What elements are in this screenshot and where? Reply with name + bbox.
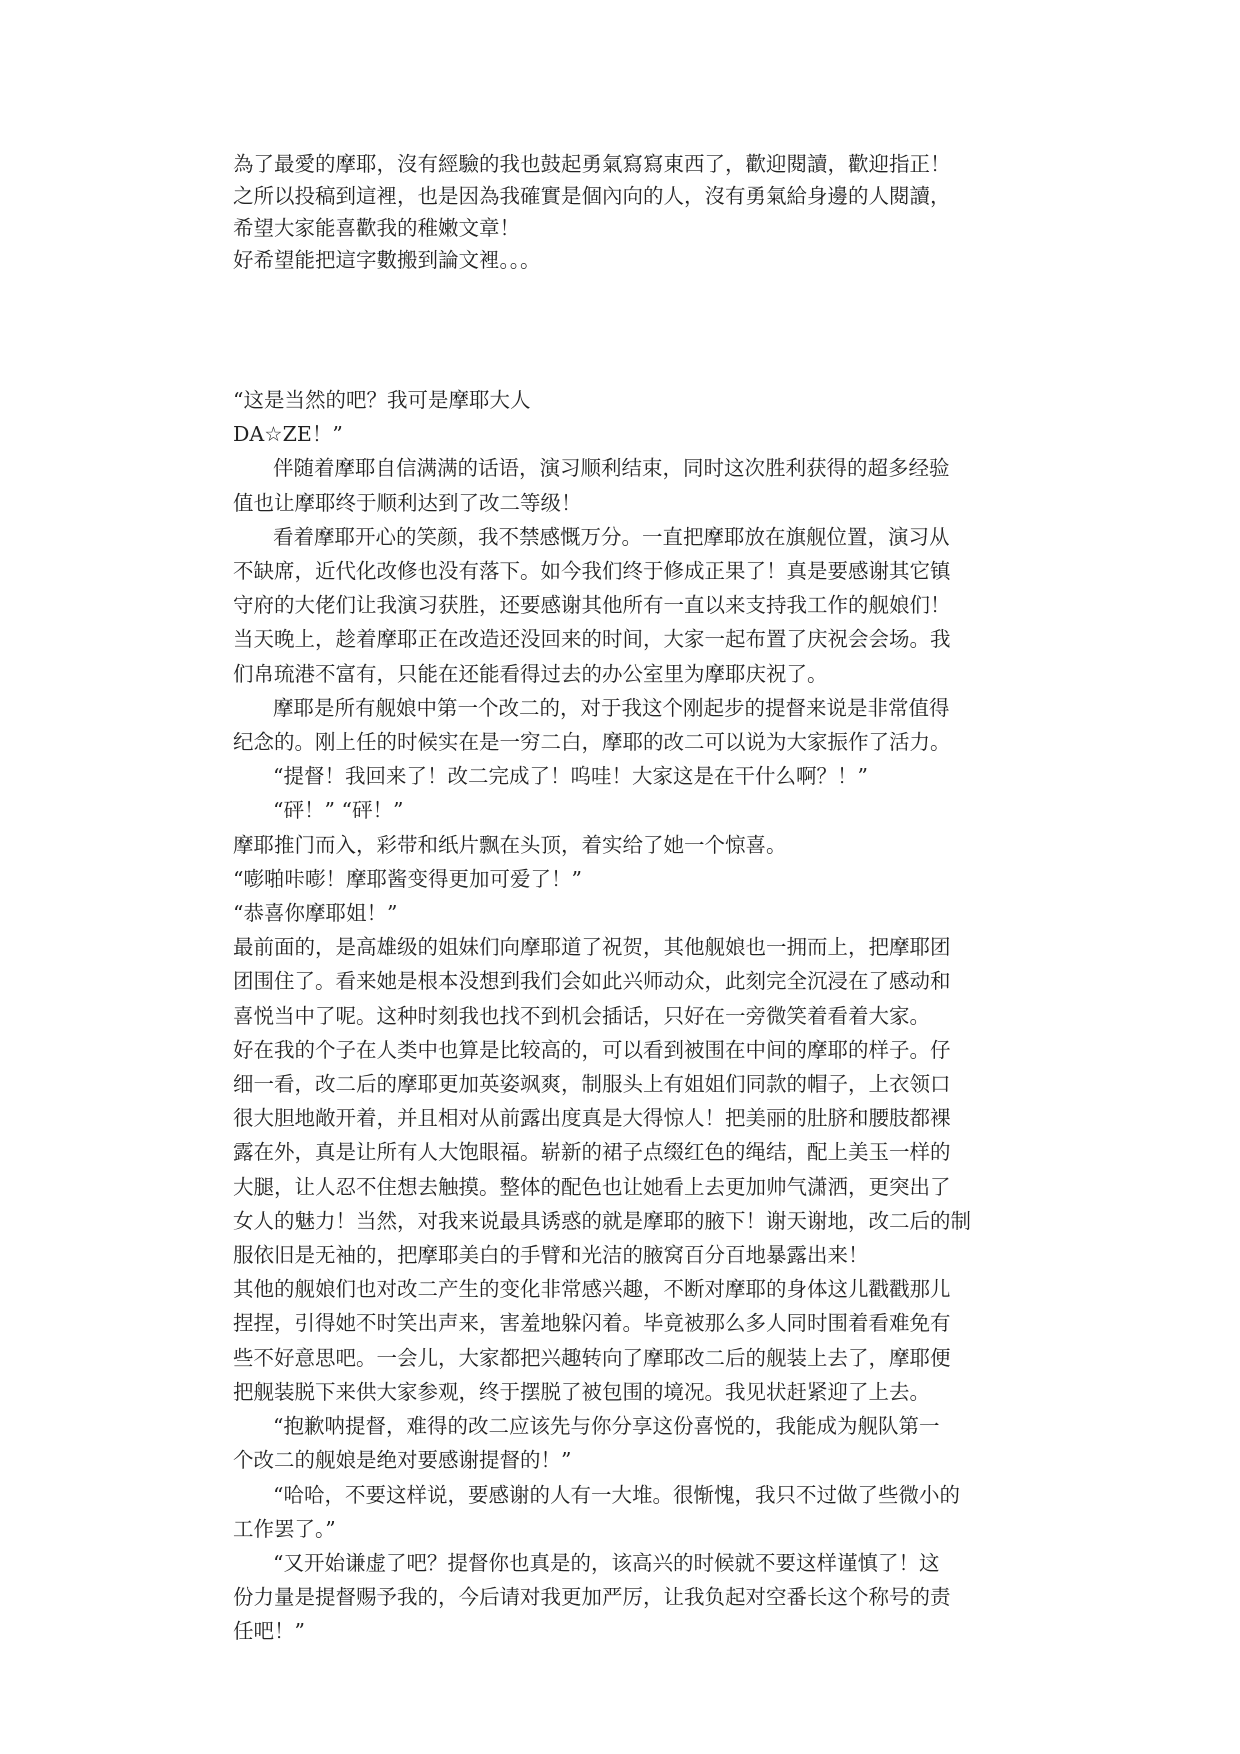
story-line: 把舰装脱下来供大家参观，终于摆脱了被包围的境况。我见状赶紧迎了上去。: [233, 1379, 930, 1404]
story-line: 任吧！”: [233, 1619, 305, 1644]
story-line: 值也让摩耶终于顺利达到了改二等级！: [233, 490, 582, 515]
story-line: DA☆ZE！”: [233, 422, 343, 447]
story-line: 好在我的个子在人类中也算是比较高的，可以看到被围在中间的摩耶的样子。仔: [233, 1037, 951, 1062]
story-line: 团围住了。看来她是根本没想到我们会如此兴师动众，此刻完全沉浸在了感动和: [233, 969, 951, 994]
story-line: “哈哈，不要这样说，要感谢的人有一大堆。很惭愧，我只不过做了些微小的: [273, 1482, 960, 1507]
story-line: 其他的舰娘们也对改二产生的变化非常感兴趣，不断对摩耶的身体这儿戳戳那儿: [233, 1277, 951, 1302]
story-body: [233, 383, 1023, 1649]
story-line: 很大胆地敞开着，并且相对从前露出度真是大得惊人！把美丽的肚脐和腰肢都裸: [233, 1106, 951, 1131]
story-line: “提督！我回来了！改二完成了！呜哇！大家这是在干什么啊？！”: [273, 764, 868, 789]
story-line: 大腿，让人忍不住想去触摸。整体的配色也让她看上去更加帅气潇洒，更突出了: [233, 1174, 951, 1199]
story-line: 份力量是提督赐予我的，今后请对我更加严厉，让我负起对空番长这个称号的责: [233, 1585, 951, 1610]
story-line: 个改二的舰娘是绝对要感谢提督的！”: [233, 1448, 572, 1473]
preface-line: 好希望能把這字數搬到論文裡。。。: [233, 248, 541, 272]
story-line: 当天晚上，趁着摩耶正在改造还没回来的时间，大家一起布置了庆祝会会场。我: [233, 627, 951, 652]
story-line: “又开始谦虚了吧？提督你也真是的，该高兴的时候就不要这样谨慎了！这: [273, 1550, 940, 1575]
preface-line: 為了最愛的摩耶，沒有經驗的我也鼓起勇氣寫寫東西了，歡迎閱讀，歡迎指正！: [233, 152, 951, 176]
story-line: “砰！” “砰！”: [273, 798, 404, 823]
story-line: “嘭啪咔嘭！摩耶酱变得更加可爱了！”: [233, 866, 582, 891]
story-line: 看着摩耶开心的笑颜，我不禁感慨万分。一直把摩耶放在旗舰位置，演习从: [273, 524, 950, 549]
story-line: 不缺席，近代化改修也没有落下。如今我们终于修成正果了！真是要感谢其它镇: [233, 559, 951, 584]
story-line: “抱歉呐提督，难得的改二应该先与你分享这份喜悦的，我能成为舰队第一: [273, 1414, 940, 1439]
story-line: 些不好意思吧。一会儿，大家都把兴趣转向了摩耶改二后的舰装上去了，摩耶便: [233, 1345, 951, 1370]
story-line: 工作罢了。”: [233, 1516, 336, 1541]
story-line: 摩耶推门而入，彩带和纸片飘在头顶，着实给了她一个惊喜。: [233, 832, 787, 857]
preface-line: 之所以投稿到這裡，也是因為我確實是個內向的人，沒有勇氣給身邊的人閱讀，: [233, 184, 951, 208]
story-line: 捏捏，引得她不时笑出声来，害羞地躲闪着。毕竟被那么多人同时围着看难免有: [233, 1311, 951, 1336]
story-line: 女人的魅力！当然，对我来说最具诱惑的就是摩耶的腋下！谢天谢地，改二后的制: [233, 1208, 971, 1233]
story-line: 们帛琉港不富有，只能在还能看得过去的办公室里为摩耶庆祝了。: [233, 661, 828, 686]
story-line: 摩耶是所有舰娘中第一个改二的，对于我这个刚起步的提督来说是非常值得: [273, 695, 950, 720]
story-line: 伴随着摩耶自信满满的话语，演习顺利结束，同时这次胜利获得的超多经验: [273, 456, 950, 481]
story-line: 细一看，改二后的摩耶更加英姿飒爽，制服头上有姐姐们同款的帽子，上衣领口: [233, 1072, 951, 1097]
story-line: “这是当然的吧？我可是摩耶大人: [233, 388, 531, 412]
story-line: 喜悦当中了呢。这种时刻我也找不到机会插话，只好在一旁微笑着看着大家。: [233, 1003, 930, 1028]
author-preface: [233, 148, 1023, 276]
story-line: 纪念的。刚上任的时候实在是一穷二白，摩耶的改二可以说为大家振作了活力。: [233, 730, 951, 755]
story-line: 露在外，真是让所有人大饱眼福。崭新的裙子点缀红色的绳结，配上美玉一样的: [233, 1140, 951, 1165]
story-line: 最前面的，是高雄级的姐妹们向摩耶道了祝贺，其他舰娘也一拥而上，把摩耶团: [233, 935, 951, 960]
preface-line: 希望大家能喜歡我的稚嫩文章！: [233, 216, 520, 240]
story-line: “恭喜你摩耶姐！”: [233, 901, 398, 926]
story-line: 守府的大佬们让我演习获胜，还要感谢其他所有一直以来支持我工作的舰娘们！: [233, 593, 951, 618]
story-line: 服依旧是无袖的，把摩耶美白的手臂和光洁的腋窝百分百地暴露出来！: [233, 1243, 869, 1268]
